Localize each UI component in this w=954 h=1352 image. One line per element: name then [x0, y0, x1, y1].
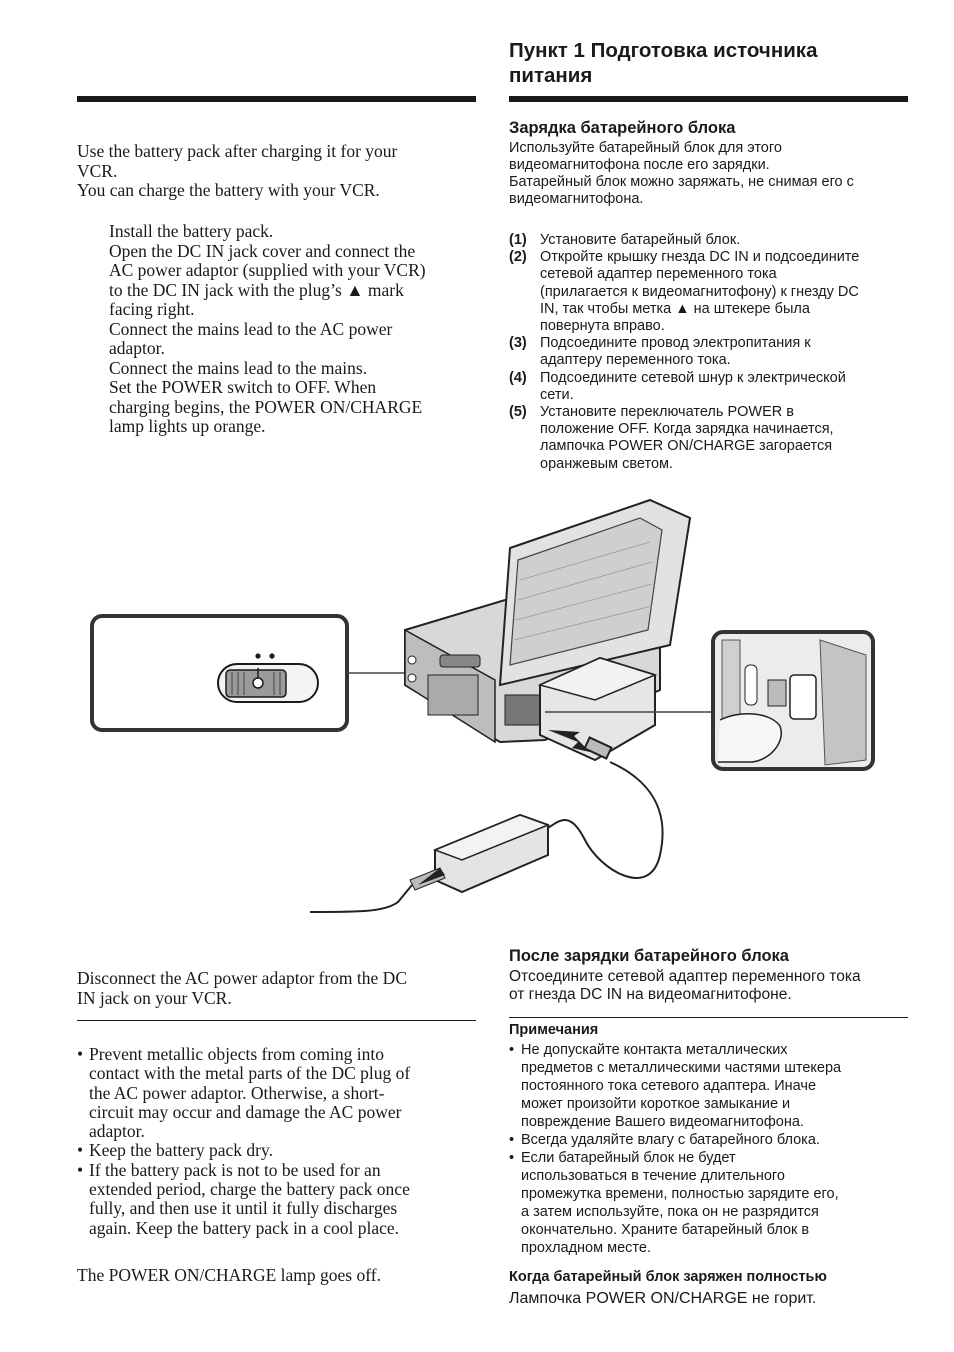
note-line: Не допускайте контакта металлических — [521, 1042, 788, 1058]
en-step-line: to the DC IN jack with the plug’s ▲ mark — [109, 279, 404, 300]
step-line: сети. — [540, 386, 574, 403]
ru-note-item — [509, 1041, 919, 1131]
note-line: contact with the metal parts of the DC plug of — [89, 1063, 411, 1084]
bullet: • — [77, 1044, 84, 1064]
note-line: fully, and then use it until it fully discharges — [89, 1198, 398, 1219]
ru-intro-line: Батарейный блок можно заряжать, не снимая его с — [509, 174, 854, 190]
bullet: • — [509, 1132, 515, 1148]
ru-intro-line: Используйте батарейный блок для этого — [509, 140, 782, 156]
ru-note-item — [509, 1149, 919, 1257]
note-line: может произойти короткое замыкание и — [521, 1096, 791, 1112]
note-line: If the battery pack is not to be used for an — [89, 1159, 381, 1180]
ru-charging-intro — [509, 140, 909, 208]
bullet: • — [77, 1140, 84, 1161]
note-line: Prevent metallic objects from coming into — [89, 1044, 384, 1064]
ru-full-heading: Когда батарейный блок заряжен полностью — [509, 1269, 827, 1285]
en-notes-rule — [77, 1020, 476, 1021]
en-step-line: Connect the mains lead to the AC power — [109, 318, 393, 339]
en-step-line: lamp lights up orange. — [109, 416, 266, 436]
note-line: extended period, charge the battery pack once — [89, 1179, 410, 1200]
note-line: постоянного тока сетевого адаптера. Иначе — [521, 1078, 817, 1094]
en-note-item — [77, 1141, 477, 1160]
ru-notes-rule — [509, 1017, 908, 1018]
dc-plug-cable — [545, 737, 663, 877]
step-line: лампочка POWER ON/CHARGE загорается — [540, 438, 833, 455]
ac-adaptor — [310, 815, 548, 912]
step-number: (3) — [509, 335, 527, 352]
ru-step — [509, 404, 909, 473]
ru-notes — [509, 1041, 919, 1257]
en-after-line: Disconnect the AC power adaptor from the DC — [77, 968, 407, 988]
note-line: промежутка времени, полностью зарядите его, — [521, 1186, 839, 1202]
step-line: сетевой адаптер переменного тока — [540, 266, 777, 283]
ru-notes-heading: Примечания — [509, 1022, 599, 1038]
en-intro-line: VCR. — [77, 160, 118, 181]
step-number: (2) — [509, 249, 527, 266]
note-line: предметов с металлическими частями штекера — [521, 1060, 842, 1076]
en-after-line: IN jack on your VCR. — [77, 987, 232, 1008]
step-line: Установите переключатель POWER в — [540, 404, 794, 421]
ru-intro-line: видеомагнитофона после его зарядки. — [509, 157, 770, 173]
step-line: IN, так чтобы метка ▲ на штекере была — [540, 300, 810, 317]
charging-illustration — [0, 480, 954, 930]
ru-charging-heading: Зарядка батарейного блока — [509, 119, 736, 137]
ru-step — [509, 249, 909, 335]
note-line: использоваться в течение длительного — [521, 1168, 785, 1184]
title-line: питания — [509, 64, 593, 87]
en-note-item — [77, 1045, 477, 1141]
note-line: прохладном месте. — [521, 1240, 651, 1256]
power-switch-inset — [92, 616, 347, 730]
step-line: Установите батарейный блок. — [540, 232, 741, 248]
ru-after-text — [509, 968, 919, 1004]
note-line: circuit may occur and damage the AC power — [89, 1101, 402, 1122]
title-line: Пункт 1 Подготовка источника — [509, 39, 818, 62]
left-header-rule — [77, 96, 476, 102]
en-intro — [77, 142, 477, 201]
en-notes — [77, 1045, 477, 1238]
ru-after-line: Отсоедините сетевой адаптер переменного тока — [509, 968, 861, 985]
dc-jack-inset — [713, 632, 873, 769]
step-line: Подсоедините сетевой шнур к электрической — [540, 369, 846, 386]
ru-full-text: Лампочка POWER ON/CHARGE не горит. — [509, 1290, 817, 1307]
step-line: повернута вправо. — [540, 318, 665, 335]
en-note-item — [77, 1161, 477, 1238]
bullet: • — [509, 1150, 515, 1166]
step-line: адаптеру переменного тока. — [540, 352, 731, 369]
page-title — [509, 38, 817, 88]
note-line: adaptor. — [89, 1121, 145, 1142]
en-step-line: Set the POWER switch to OFF. When — [109, 377, 377, 397]
step-number: (5) — [509, 404, 527, 421]
note-line: Если батарейный блок не будет — [521, 1150, 736, 1166]
en-step-line: facing right. — [109, 299, 195, 319]
note-line: Всегда удаляйте влагу с батарейного блока. — [521, 1132, 820, 1148]
en-step-line: charging begins, the POWER ON/CHARGE — [109, 396, 423, 417]
ru-after-heading: После зарядки батарейного блока — [509, 947, 789, 965]
note-line: again. Keep the battery pack in a cool place. — [89, 1217, 399, 1238]
right-header-rule — [509, 96, 908, 102]
en-step-line: Connect the mains lead to the mains. — [109, 357, 368, 378]
ru-note-item — [509, 1131, 919, 1149]
note-line: окончательно. Храните батарейный блок в — [521, 1222, 810, 1238]
step-line: оранжевым светом. — [540, 455, 673, 472]
en-steps — [109, 222, 489, 437]
note-line: Keep the battery pack dry. — [89, 1140, 273, 1161]
note-line: the AC power adaptor. Otherwise, a short- — [89, 1082, 385, 1103]
step-number: (4) — [509, 369, 527, 386]
ru-step — [509, 232, 909, 249]
step-number: (1) — [509, 232, 527, 248]
en-after-charging — [77, 969, 477, 1008]
en-intro-line: Use the battery pack after charging it for your — [77, 141, 398, 161]
ru-step — [509, 370, 909, 404]
en-step-line: Open the DC IN jack cover and connect the — [109, 240, 416, 261]
step-line: Откройте крышку гнезда DC IN и подсоедините — [540, 249, 860, 266]
en-step-line: adaptor. — [109, 338, 165, 358]
ru-steps — [509, 232, 909, 473]
en-step-line: AC power adaptor (supplied with your VCR) — [109, 260, 426, 280]
note-line: а затем используйте, пока он не разрядится — [521, 1204, 819, 1220]
note-line: повреждение Вашего видеомагнитофона. — [521, 1114, 804, 1130]
step-line: (прилагается к видеомагнитофону) к гнезду DC — [540, 283, 859, 300]
en-step-line: Install the battery pack. — [109, 221, 274, 241]
ru-intro-line: видеомагнитофона. — [509, 191, 644, 207]
step-line: Подсоедините провод электропитания к — [540, 335, 811, 352]
en-fully-charged: The POWER ON/CHARGE lamp goes off. — [77, 1265, 381, 1285]
step-line: положение OFF. Когда зарядка начинается, — [540, 421, 834, 438]
bullet: • — [509, 1042, 515, 1058]
en-intro-line: You can charge the battery with your VCR. — [77, 180, 380, 200]
ru-after-line: от гнезда DC IN на видеомагнитофоне. — [509, 986, 792, 1003]
ru-step — [509, 335, 909, 369]
bullet: • — [77, 1159, 84, 1180]
